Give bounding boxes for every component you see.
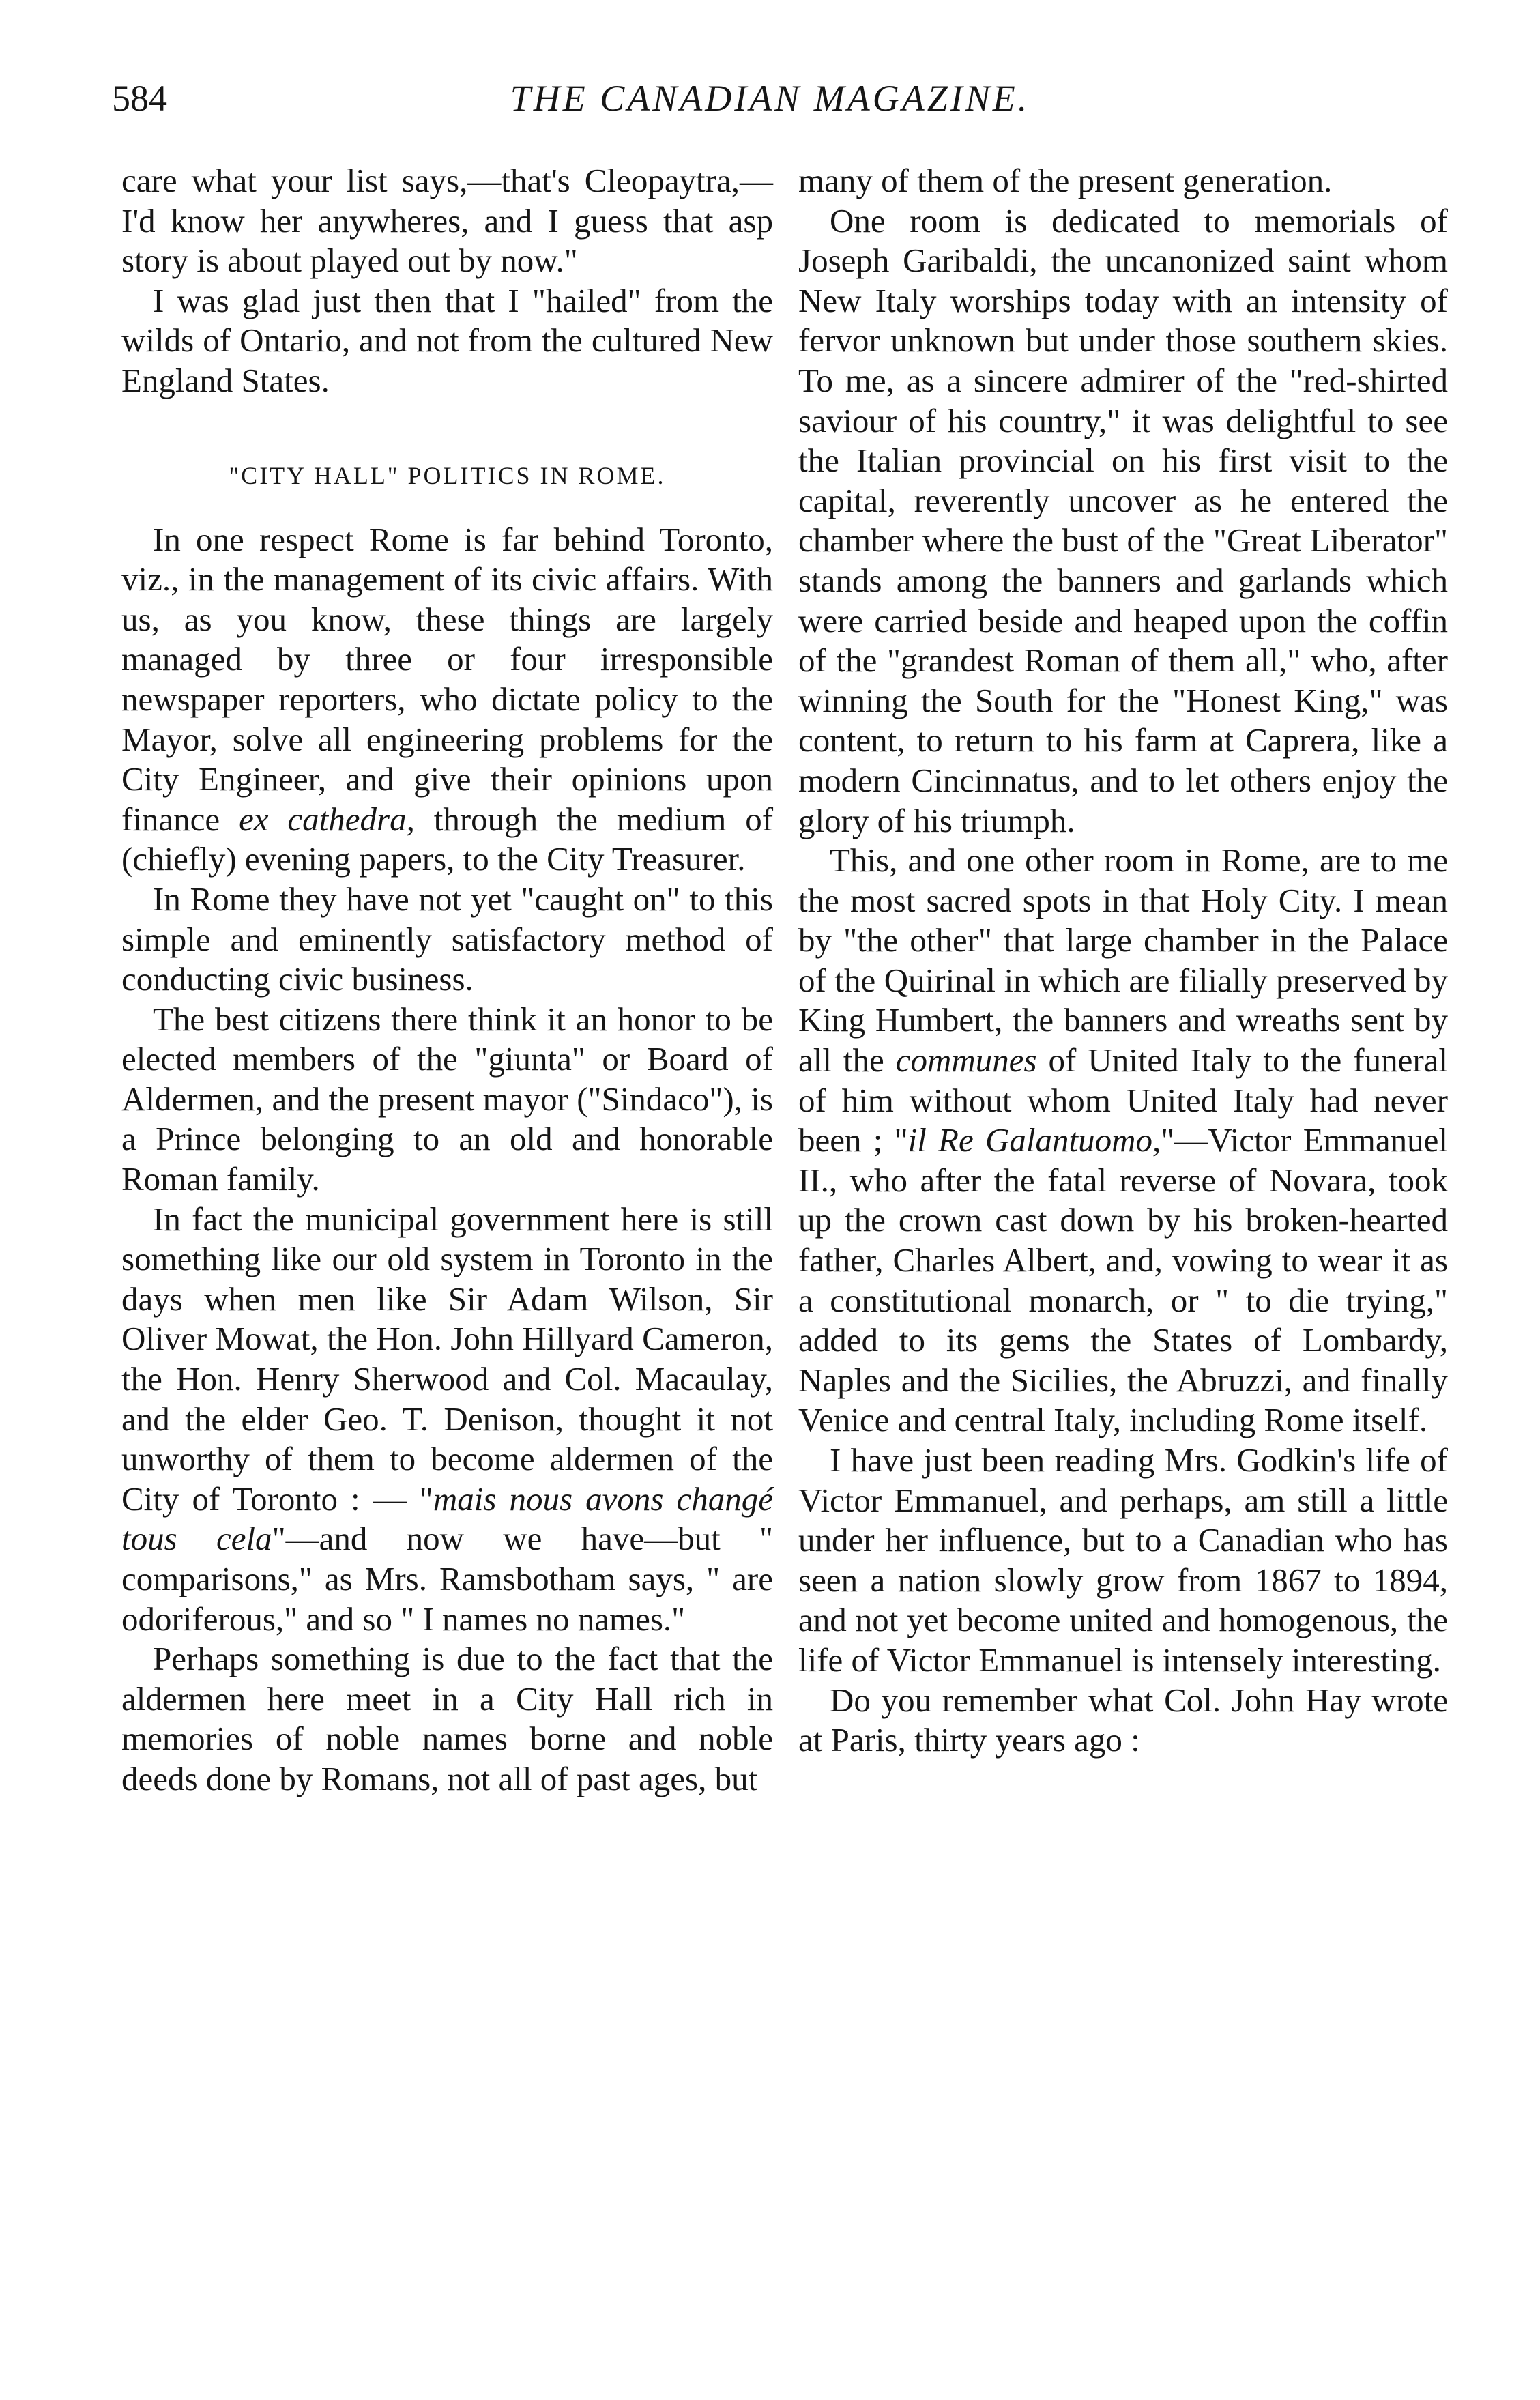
left-column — [121, 161, 773, 1799]
paragraph: care what your list says,—that's Cleopaytra,—I'd know her anywheres, and I guess that asp story is about played out by now." — [121, 162, 773, 280]
paragraph: I was glad just then that I "hailed" from the wilds of Ontario, and not from the cultured New England States. — [121, 281, 773, 399]
italic-phrase: ex cathedra, — [239, 800, 415, 838]
section-heading: "CITY HALL" POLITICS IN ROME. — [229, 461, 666, 489]
paragraph-text: In fact the municipal government here is still something like our old system in Toronto in the days when men like Sir Adam Wilson, Sir Oliver Mowat, the Hon. John Hillyard Cameron, the Hon. Henry Sherwood and Col. Macaulay, and the elder Geo. T. Denison, thought it not unworthy of them to become aldermen of the City of Toronto : — " — [121, 1200, 773, 1518]
paragraph-text: "—and now we have—but " comparisons," as Mrs. Ramsbotham says, " are odoriferous," and so " I names no names." — [121, 1520, 773, 1638]
italic-phrase: il Re Galantuomo, — [907, 1121, 1161, 1159]
paragraph: In Rome they have not yet "caught on" to this simple and eminently satisfactory method of conducting civic business. — [121, 880, 773, 998]
paragraph: Do you remember what Col. John Hay wrote at Paris, thirty years ago : — [798, 1681, 1448, 1759]
paragraph: The best citizens there think it an honor to be elected members of the "giunta" or Board of Aldermen, and the present mayor ("Sindaco"), is a Prince belonging to an old and honorable Roman family. — [121, 1000, 773, 1198]
paragraph — [798, 841, 1448, 1441]
paragraph — [121, 520, 773, 880]
page-number: 584 — [112, 78, 167, 119]
paragraph-text: In one respect Rome is far behind Toronto, viz., in the management of its civic affairs. With us, as you know, these things are largely managed by three or four irresponsible newspaper reporters, who dictate policy to the Mayor, solve all engineering problems for the City Engineer, and give their opinions upon finance — [121, 520, 773, 838]
right-column — [798, 161, 1448, 1761]
paragraph-text: of United Italy to the funeral of him without whom United Italy had never been ; " — [798, 1041, 1448, 1159]
paragraph: Perhaps something is due to the fact that the aldermen here meet in a City Hall rich in memories of noble names borne and noble deeds done by Romans, not all of past ages, but — [121, 1640, 773, 1797]
paragraph — [121, 1200, 773, 1640]
running-title: THE CANADIAN MAGAZINE. — [510, 78, 1030, 119]
paragraph-text: This, and one other room in Rome, are to me the most sacred spots in that Holy City. I mean by "the other" that large chamber in the Palace of the Quirinal in which are filially preserved by King Humbert, the banners and wreaths sent by all the — [798, 841, 1448, 1080]
paragraph-text: "—Victor Emmanuel II., who after the fatal reverse of Novara, took up the crown cast down by his broken-hearted father, Charles Albert, and, vowing to wear it as a constitutional monarch, or " to die trying," added to its gems the States of Lombardy, Naples and the Sicilies, the Abruzzi, and finally Venice and central Italy, including Rome itself. — [798, 1121, 1448, 1439]
italic-phrase: mais nous avons changé tous cela — [121, 1479, 774, 1558]
paragraph: I have just been reading Mrs. Godkin's life of Victor Emmanuel, and perhaps, am still a little under her influence, but to a Canadian who has seen a nation slowly grow from 1867 to 1894, and not yet become united and homogenous, the life of Victor Emmanuel is intensely interesting. — [798, 1441, 1448, 1679]
paragraph: One room is dedicated to memorials of Joseph Garibaldi, the uncanonized saint whom New Italy worships today with an intensity of fervor unknown but under those southern skies. To me, as a sincere admirer of the "red-shirted saviour of his country," it was delightful to see the Italian provincial on his first visit to the capital, reverently uncover as he entered the chamber where the bust of the "Great Liberator" stands among the banners and garlands which were carried beside and heaped upon the coffin of the "grandest Roman of them all," who, after winning the South for the "Honest King," was content, to return to his farm at Caprera, like a modern Cincinnatus, and to let others enjoy the glory of his triumph. — [798, 201, 1448, 839]
paragraph-text: through the medium of (chiefly) evening papers, to the City Treasurer. — [121, 800, 774, 878]
italic-phrase: communes — [895, 1041, 1037, 1080]
paragraph: many of them of the present generation. — [798, 162, 1333, 199]
